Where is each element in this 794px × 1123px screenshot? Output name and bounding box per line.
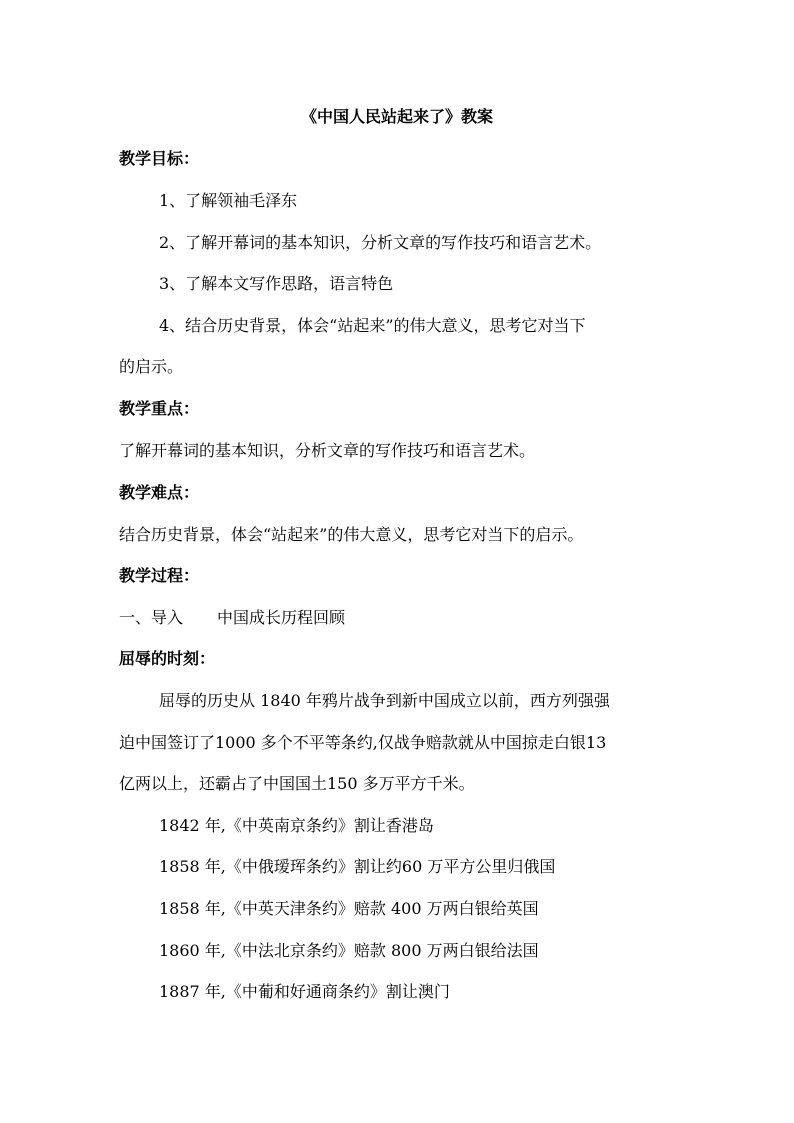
document-title: 《中国人民站起来了》教案 — [300, 107, 493, 126]
humiliation-heading: 屈辱的时刻： — [119, 649, 216, 668]
treaty-item: 1858 年,《中俄瑷珲条约》割让约60 万平方公里归俄国 — [159, 857, 556, 876]
key-points-text: 了解开幕词的基本知识，分析文章的写作技巧和语言艺术。 — [119, 441, 536, 460]
treaty-item: 1842 年,《中英南京条约》割让香港岛 — [159, 816, 434, 835]
paragraph-line: 迫中国签订了1000 多个不平等条约,仅战争赔款就从中国掠走白银13 — [119, 733, 607, 752]
difficult-points-text: 结合历史背景，体会“站起来”的伟大意义，思考它对当下的启示。 — [119, 525, 584, 544]
objective-item: 3、了解本文写作思路，语言特色 — [159, 274, 394, 293]
objective-item: 4、结合历史背景，体会“站起来”的伟大意义，思考它对当下 — [159, 316, 586, 335]
intro-line — [119, 607, 694, 629]
paragraph-line: 亿两以上，还霸占了中国国土150 多万平方千米。 — [119, 774, 475, 793]
difficult-points-heading: 教学难点： — [119, 483, 200, 502]
objective-continuation: 的启示。 — [119, 357, 184, 376]
intro-label: 一、导入 — [119, 608, 184, 627]
intro-topic: 中国成长历程回顾 — [217, 608, 346, 627]
paragraph-line: 屈辱的历史从 1840 年鸦片战争到新中国成立以前，西方列强强 — [159, 691, 610, 710]
treaty-item: 1860 年,《中法北京条约》赔款 800 万两白银给法国 — [159, 941, 539, 960]
process-heading: 教学过程： — [119, 566, 200, 585]
objectives-heading: 教学目标： — [119, 149, 200, 168]
objective-item: 1、了解领袖毛泽东 — [159, 191, 298, 210]
key-points-heading: 教学重点： — [119, 399, 200, 418]
objective-item: 2、了解开幕词的基本知识，分析文章的写作技巧和语言艺术。 — [159, 233, 602, 252]
treaty-item: 1858 年,《中英天津条约》赔款 400 万两白银给英国 — [159, 899, 539, 918]
treaty-item: 1887 年,《中葡和好通商条约》割让澳门 — [159, 982, 450, 1001]
